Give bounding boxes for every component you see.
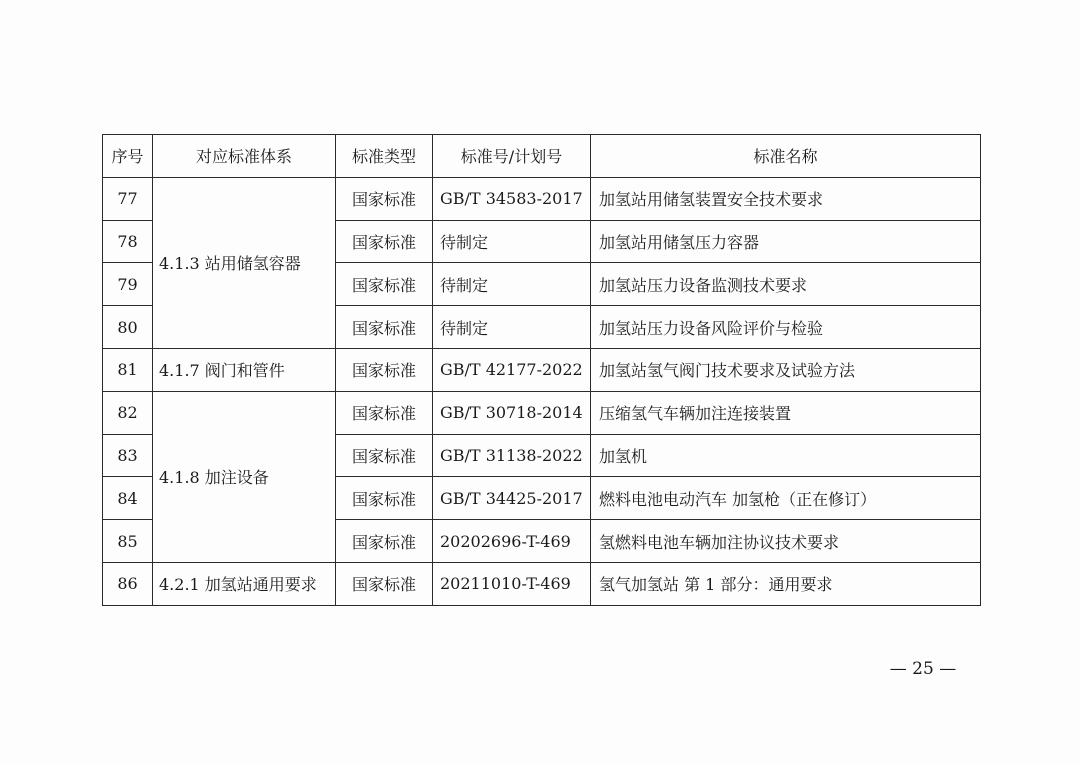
header-standard-name: 标准名称 <box>591 135 981 178</box>
page-number: — 25 — <box>889 659 957 679</box>
standard-type-cell: 国家标准 <box>336 348 433 391</box>
header-standard-system: 对应标准体系 <box>153 135 336 178</box>
serial-no-cell: 79 <box>103 263 153 306</box>
standard-system-cell: 4.1.7 阀门和管件 <box>153 348 336 391</box>
header-standard-number: 标准号/计划号 <box>433 135 591 178</box>
standard-name-cell: 加氢站用储氢压力容器 <box>591 220 981 263</box>
serial-no-cell: 80 <box>103 306 153 349</box>
standards-table <box>102 134 981 606</box>
table-header-row <box>103 135 981 178</box>
table-row <box>103 348 981 391</box>
table-row <box>103 177 981 220</box>
standard-type-cell: 国家标准 <box>336 562 433 605</box>
serial-no-cell: 84 <box>103 477 153 520</box>
header-standard-type: 标准类型 <box>336 135 433 178</box>
table-row <box>103 391 981 434</box>
standard-system-cell: 4.2.1 加氢站通用要求 <box>153 562 336 605</box>
serial-no-cell: 86 <box>103 562 153 605</box>
table-row <box>103 562 981 605</box>
standard-type-cell: 国家标准 <box>336 520 433 563</box>
standard-name-cell: 加氢机 <box>591 434 981 477</box>
standard-name-cell: 燃料电池电动汽车 加氢枪（正在修订） <box>591 477 981 520</box>
standard-type-cell: 国家标准 <box>336 477 433 520</box>
standard-name-cell: 加氢站氢气阀门技术要求及试验方法 <box>591 348 981 391</box>
standard-type-cell: 国家标准 <box>336 391 433 434</box>
standard-number-cell: 20211010-T-469 <box>433 562 591 605</box>
standard-system-cell: 4.1.3 站用储氢容器 <box>153 177 336 348</box>
standard-number-cell: 待制定 <box>433 306 591 349</box>
standard-type-cell: 国家标准 <box>336 263 433 306</box>
serial-no-cell: 83 <box>103 434 153 477</box>
standard-number-cell: 20202696-T-469 <box>433 520 591 563</box>
standard-name-cell: 加氢站用储氢装置安全技术要求 <box>591 177 981 220</box>
standard-type-cell: 国家标准 <box>336 306 433 349</box>
standard-type-cell: 国家标准 <box>336 434 433 477</box>
standard-number-cell: GB/T 42177-2022 <box>433 348 591 391</box>
standard-number-cell: 待制定 <box>433 263 591 306</box>
serial-no-cell: 85 <box>103 520 153 563</box>
standard-name-cell: 加氢站压力设备风险评价与检验 <box>591 306 981 349</box>
header-serial-no: 序号 <box>103 135 153 178</box>
serial-no-cell: 78 <box>103 220 153 263</box>
standard-number-cell: GB/T 34425-2017 <box>433 477 591 520</box>
serial-no-cell: 82 <box>103 391 153 434</box>
serial-no-cell: 77 <box>103 177 153 220</box>
standard-system-cell: 4.1.8 加注设备 <box>153 391 336 562</box>
standard-name-cell: 氢气加氢站 第 1 部分：通用要求 <box>591 562 981 605</box>
standard-name-cell: 压缩氢气车辆加注连接装置 <box>591 391 981 434</box>
standard-number-cell: GB/T 31138-2022 <box>433 434 591 477</box>
standard-number-cell: GB/T 34583-2017 <box>433 177 591 220</box>
standard-name-cell: 氢燃料电池车辆加注协议技术要求 <box>591 520 981 563</box>
standard-name-cell: 加氢站压力设备监测技术要求 <box>591 263 981 306</box>
standard-number-cell: GB/T 30718-2014 <box>433 391 591 434</box>
standard-type-cell: 国家标准 <box>336 220 433 263</box>
standard-number-cell: 待制定 <box>433 220 591 263</box>
serial-no-cell: 81 <box>103 348 153 391</box>
standard-type-cell: 国家标准 <box>336 177 433 220</box>
